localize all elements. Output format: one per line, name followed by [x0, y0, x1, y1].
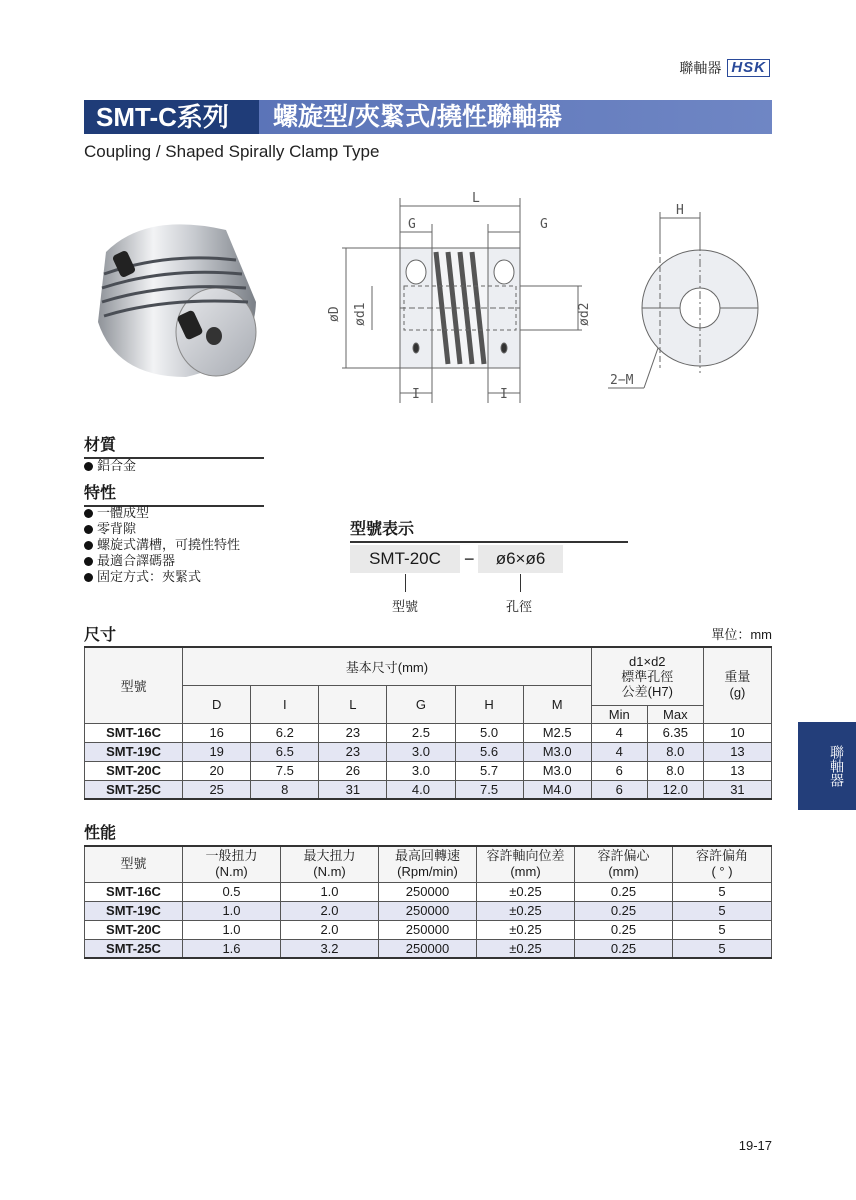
cell: 0.5	[183, 882, 281, 901]
cell: ±0.25	[477, 939, 575, 958]
feature-item: 一體成型	[84, 505, 240, 521]
brand-logo: HSK	[727, 59, 770, 77]
material-item: 鋁合金	[84, 458, 136, 474]
table-row	[85, 761, 772, 780]
cell: 2.5	[387, 723, 455, 742]
model-tick	[405, 574, 406, 592]
col-model: 型號	[85, 647, 183, 723]
cell: 3.0	[387, 761, 455, 780]
side-tab-couplings[interactable]: 聯軸器	[798, 722, 856, 810]
cell: 0.25	[575, 882, 673, 901]
perf-header-text: 一般扭力	[205, 848, 258, 864]
cell: 6	[591, 780, 647, 799]
cell: SMT-19C	[85, 742, 183, 761]
feature-item: 固定方式：夾緊式	[84, 569, 240, 585]
cell: 6.35	[647, 723, 703, 742]
cell: 4	[591, 723, 647, 742]
table-row	[85, 780, 772, 799]
cell: 1.0	[281, 882, 379, 901]
cell: M3.0	[523, 761, 591, 780]
cell: 5	[673, 939, 772, 958]
unit-label: 單位：mm	[711, 627, 772, 642]
bore-header-line3: 公差(H7)	[621, 683, 673, 699]
series-title: SMT-C系列	[84, 100, 259, 134]
col-min: Min	[591, 705, 647, 723]
dim-M-label: 2−M	[610, 373, 634, 388]
dim-I-label-right: I	[500, 387, 508, 402]
table-row	[85, 742, 772, 761]
dim-G-label-right: G	[540, 217, 548, 232]
cell: 7.5	[251, 761, 319, 780]
cell: 3.2	[281, 939, 379, 958]
dim-H-label: H	[676, 203, 684, 218]
material-heading: 材質	[84, 432, 264, 459]
cell: 250000	[379, 901, 477, 920]
cell: SMT-25C	[85, 939, 183, 958]
cell: SMT-20C	[85, 920, 183, 939]
cell: 8	[251, 780, 319, 799]
features-heading: 特性	[84, 480, 264, 507]
col-G: G	[387, 685, 455, 723]
perf-col-normal-torque	[183, 846, 281, 882]
dim-I-label-left: I	[412, 387, 420, 402]
cell: 31	[319, 780, 387, 799]
perf-col-model	[85, 846, 183, 882]
features-list	[84, 505, 240, 585]
bore-header-line2: 標準孔徑	[621, 668, 674, 684]
cell: 1.0	[183, 920, 281, 939]
cell: 7.5	[455, 780, 523, 799]
cell: 20	[183, 761, 251, 780]
model-code-bore-label: 孔徑	[506, 599, 533, 614]
col-bore	[591, 647, 703, 705]
cell: 250000	[379, 882, 477, 901]
perf-header-text: 容許偏角	[695, 848, 748, 864]
perf-header-unit: ( ° )	[711, 864, 733, 880]
cell: 250000	[379, 920, 477, 939]
table-row	[85, 882, 772, 901]
cell: M2.5	[523, 723, 591, 742]
cell: 0.25	[575, 901, 673, 920]
col-I: I	[251, 685, 319, 723]
cell: SMT-16C	[85, 723, 183, 742]
cell: SMT-16C	[85, 882, 183, 901]
col-H: H	[455, 685, 523, 723]
perf-header-text: 型號	[120, 856, 147, 872]
col-max: Max	[647, 705, 703, 723]
model-code-bore: ø6×ø6	[478, 545, 563, 573]
cell: 1.0	[183, 901, 281, 920]
perf-header-text: 最大扭力	[303, 848, 356, 864]
model-code-model-label: 型號	[392, 599, 419, 614]
dimensions-heading: 尺寸	[84, 627, 117, 644]
perf-header-text: 最高回轉速	[394, 848, 460, 864]
cell: 23	[319, 742, 387, 761]
perf-col-max-torque	[281, 846, 379, 882]
perf-header-unit: (mm)	[510, 864, 541, 880]
feature-item: 最適合譯碼器	[84, 553, 240, 569]
cell: ±0.25	[477, 901, 575, 920]
cell: 250000	[379, 939, 477, 958]
perf-header-unit: (N.m)	[215, 864, 248, 880]
col-weight	[703, 647, 771, 723]
perf-header-text: 容許軸向位差	[486, 848, 565, 864]
cell: 8.0	[647, 761, 703, 780]
cell: SMT-25C	[85, 780, 183, 799]
title-bar	[84, 100, 772, 134]
subtitle: Coupling / Shaped Spirally Clamp Type	[84, 142, 380, 161]
cell: 5.7	[455, 761, 523, 780]
cell: 13	[703, 742, 771, 761]
table-row	[85, 901, 772, 920]
cell: 8.0	[647, 742, 703, 761]
cell: 4.0	[387, 780, 455, 799]
perf-header-unit: (mm)	[608, 864, 639, 880]
perf-col-axial	[477, 846, 575, 882]
cell: 3.0	[387, 742, 455, 761]
perf-col-angle	[673, 846, 772, 882]
cell: 5.6	[455, 742, 523, 761]
cell: 5	[673, 901, 772, 920]
cell: 6	[591, 761, 647, 780]
feature-item: 螺旋式溝槽，可撓性特性	[84, 537, 240, 553]
performance-heading: 性能	[84, 825, 117, 842]
material-list	[84, 458, 136, 474]
cell: 5.0	[455, 723, 523, 742]
perf-col-eccentric	[575, 846, 673, 882]
perf-col-max-speed	[379, 846, 477, 882]
cell: 0.25	[575, 939, 673, 958]
cell: 31	[703, 780, 771, 799]
cell: SMT-19C	[85, 901, 183, 920]
cell: 2.0	[281, 920, 379, 939]
dimensions-table	[84, 646, 772, 800]
col-M: M	[523, 685, 591, 723]
technical-drawing	[320, 188, 780, 413]
col-L: L	[319, 685, 387, 723]
cell: M4.0	[523, 780, 591, 799]
bore-tick	[520, 574, 521, 592]
cell: ±0.25	[477, 920, 575, 939]
cell: M3.0	[523, 742, 591, 761]
category-label: 聯軸器	[679, 60, 722, 76]
cell: 1.6	[183, 939, 281, 958]
cell: 13	[703, 761, 771, 780]
table-row	[85, 939, 772, 958]
dim-L-label: L	[472, 191, 480, 206]
model-code-dash: −	[464, 549, 475, 569]
performance-table	[84, 845, 772, 959]
dim-d1-label: ød1	[353, 302, 368, 326]
cell: 26	[319, 761, 387, 780]
cell: 16	[183, 723, 251, 742]
weight-header-line1: 重量	[724, 669, 751, 685]
cell: 4	[591, 742, 647, 761]
dim-D-label: øD	[327, 306, 342, 322]
cell: SMT-20C	[85, 761, 183, 780]
bore-header-line1: d1×d2	[629, 653, 666, 669]
header-brand	[679, 58, 770, 78]
feature-item: 零背隙	[84, 521, 240, 537]
perf-header-text: 容許偏心	[597, 848, 650, 864]
table-row	[85, 723, 772, 742]
dim-d2-label: ød2	[577, 302, 592, 326]
cell: 23	[319, 723, 387, 742]
col-D: D	[183, 685, 251, 723]
cell: 5	[673, 882, 772, 901]
dim-G-label-left: G	[408, 217, 416, 232]
perf-header-unit: (N.m)	[313, 864, 346, 880]
product-photo	[86, 212, 261, 382]
product-title: 螺旋型/夾緊式/撓性聯軸器	[259, 100, 772, 134]
cell: 6.5	[251, 742, 319, 761]
cell: 0.25	[575, 920, 673, 939]
cell: 5	[673, 920, 772, 939]
cell: 25	[183, 780, 251, 799]
cell: 10	[703, 723, 771, 742]
model-code-model: SMT-20C	[350, 545, 460, 573]
weight-header-line2: (g)	[729, 685, 746, 701]
cell: 6.2	[251, 723, 319, 742]
cell: ±0.25	[477, 882, 575, 901]
cell: 12.0	[647, 780, 703, 799]
perf-header-unit: (Rpm/min)	[397, 864, 458, 880]
page-number: 19-17	[738, 1138, 772, 1153]
model-code-heading: 型號表示	[350, 516, 628, 543]
cell: 19	[183, 742, 251, 761]
cell: 2.0	[281, 901, 379, 920]
col-basic: 基本尺寸(mm)	[183, 647, 592, 685]
table-row	[85, 920, 772, 939]
